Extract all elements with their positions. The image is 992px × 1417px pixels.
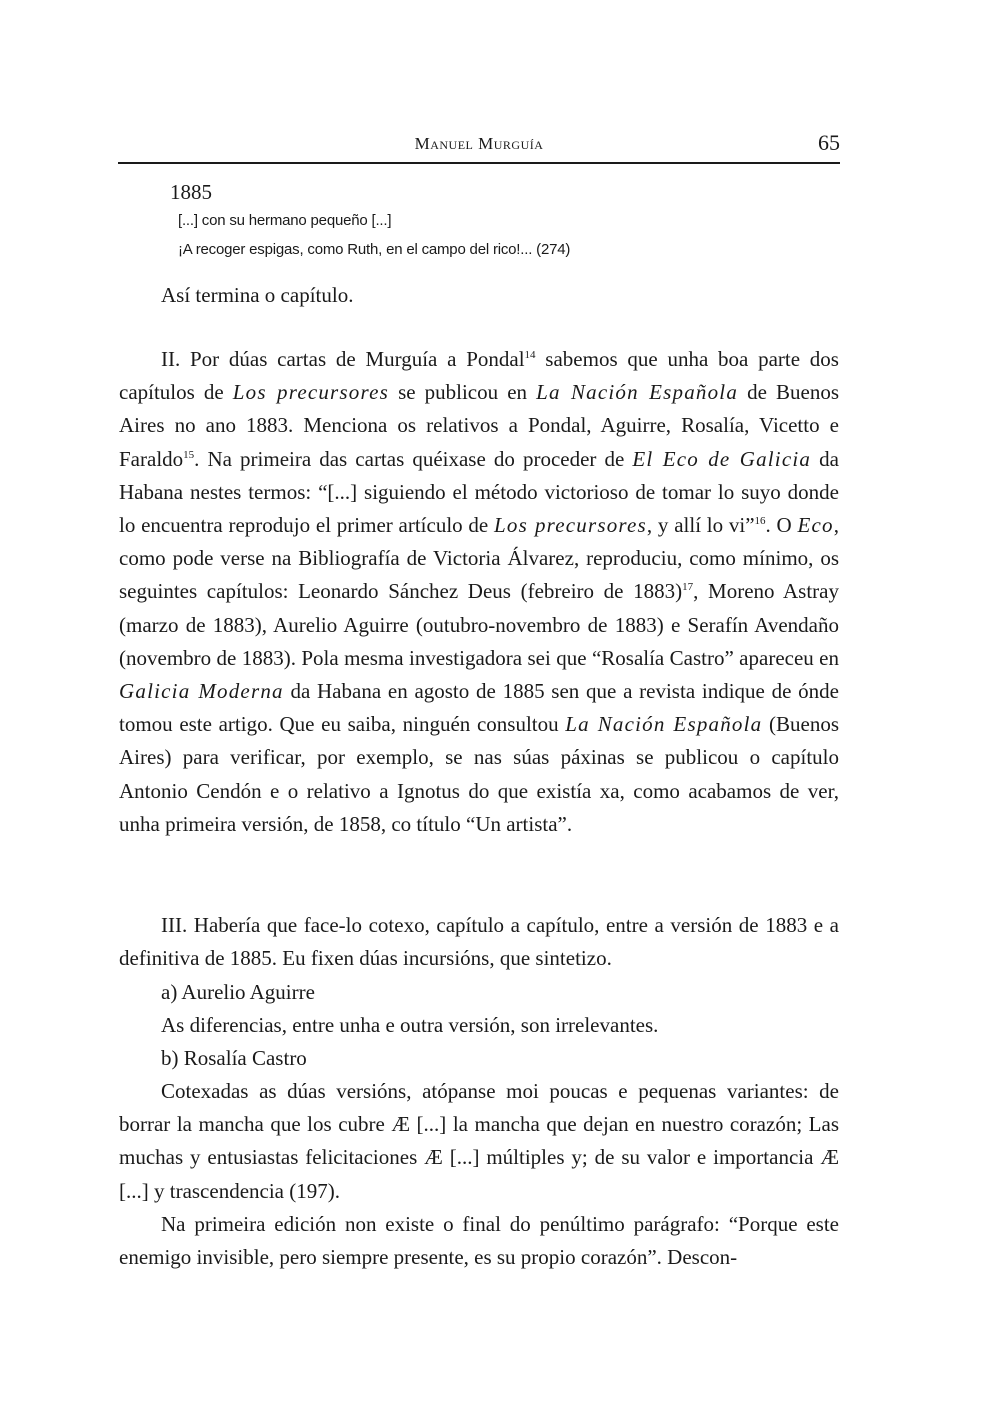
footnote-ref-17: 17 <box>682 581 694 594</box>
italic-title: Galicia Moderna <box>119 679 284 704</box>
item-a-label: a) Aurelio Aguirre <box>161 980 315 1004</box>
italic-title: Los precursores <box>232 380 389 405</box>
quote-line-1: [...] con su hermano pequeño [...] <box>178 212 392 229</box>
italic-title: La Nación Española <box>565 712 763 737</box>
item-a-text: As diferencias, entre unha e outra versión, son irrelevantes. <box>161 1013 659 1037</box>
quote-line-2: ¡A recoger espigas, como Ruth, en el campo del rico!... (274) <box>178 241 571 258</box>
footnote-ref-14: 14 <box>524 349 536 361</box>
italic-title: La Nación Española <box>536 380 739 405</box>
italic-title: Los precursores <box>494 513 647 538</box>
italic-title: Eco <box>797 513 834 538</box>
closing-line: Así termina o capítulo. <box>161 283 354 307</box>
item-b-label: b) Rosalía Castro <box>161 1046 307 1070</box>
page-number: 65 <box>818 130 840 155</box>
paragraph-item-b: Cotexadas as dúas versións, atópanse moi poucas e pequenas variantes: de borrar la mancha que los cubre Æ [...] la mancha que dejan en nuestro corazón; Las muchas y entusiastas felicitaciones Æ [...] múltiples y; de su valor e importancia Æ [...] y trascendencia (197). <box>119 1079 839 1203</box>
running-header <box>118 128 840 164</box>
footnote-ref-15: 15 <box>183 448 195 461</box>
paragraph-section-2: II. Por dúas cartas de Murguía a Pondal$^{14}$ sabemos que unha boa parte dos capítulos de Los precursores se publicou en La Nación Española de Buenos Aires no ano 1883. Menciona os relativos a Pondal, Aguirre, Rosalía, Vicetto e Faraldo$^{15}$. Na primeira das cartas quéixase do proceder de El Eco de Galicia da Habana nestes termos: “[...] siguiendo el método victorioso de tomar lo suyo donde lo encuentra reprodujo el primer artículo de Los precursores, y allí lo vi”$^{16}$. O Eco, como pode verse na Bibliografía de Victoria Álvarez, reproduciu, como mínimo, os seguintes capítulos: Leonardo Sánchez Deus (febreiro de 1883)$^{17}$, Moreno Astray (marzo de 1883), Aurelio Aguirre (outubro-novembro de 1883) e Serafín Avendaño (novembro de 1883). Pola mesma investigadora sei que “Rosalía Castro” apareceu en Galicia Moderna da Habana en agosto de 1885 sen que a revista indique de ónde tomou este artigo. Que eu saiba, ninguén consultou La Nación Española (Buenos Aires) para verificar, por exemplo, se nas súas páxinas se publicou o capítulo Antonio Cendón e o relativo a Ignotus do que existía xa, como acabamos de ver, unha primeira versión, de 1858, co título “Un artista”. <box>119 347 840 836</box>
running-title: Manuel Murguía <box>414 134 544 153</box>
footnote-ref-16: 16 <box>754 515 766 528</box>
quote-year: 1885 <box>170 180 212 204</box>
italic-title: El Eco de Galicia <box>632 446 812 471</box>
paragraph-last: Na primeira edición non existe o final do penúltimo parágrafo: “Porque este enemigo invisible, pero siempre presente, es su propio corazón”. Descon- <box>119 1212 839 1270</box>
paragraph-section-3: III. Habería que face-lo cotexo, capítulo a capítulo, entre a versión de 1883 e a definitiva de 1885. Eu fixen dúas incursións, que sintetizo. <box>119 913 839 971</box>
